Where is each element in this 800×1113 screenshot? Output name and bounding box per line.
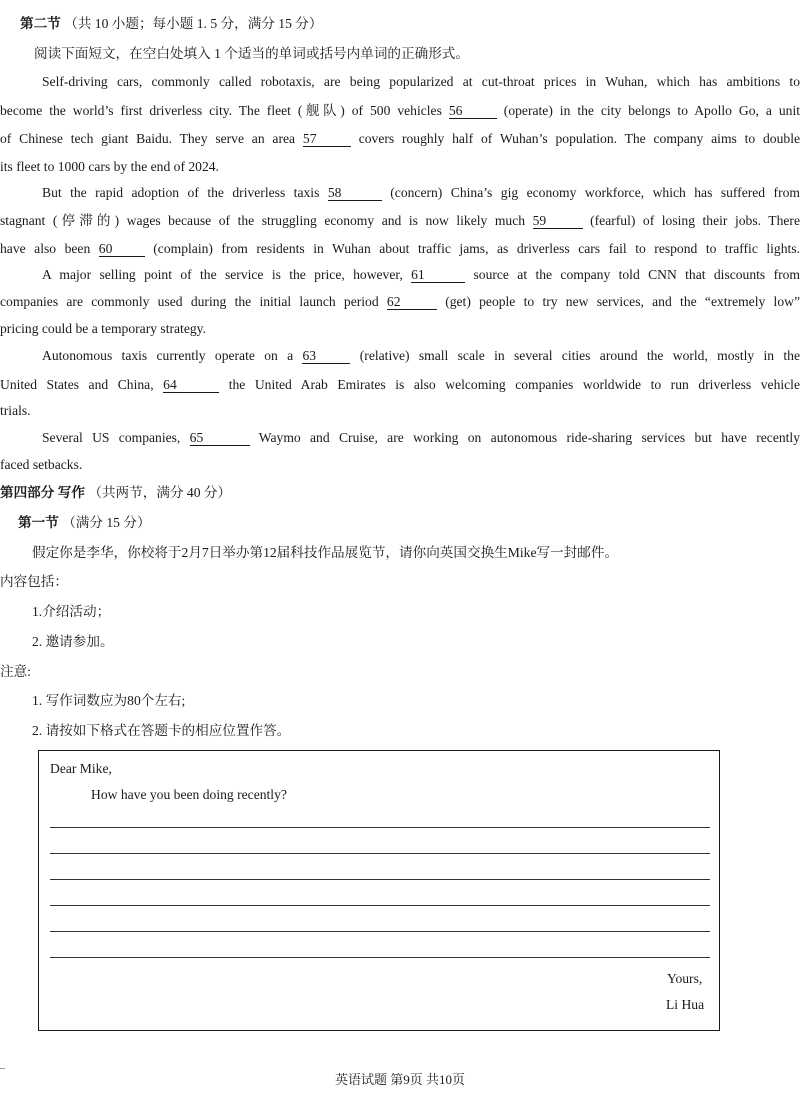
passage-line: [42, 347, 800, 365]
passage-text: (relative) small scale in several cities around the world, mostly in the: [359, 348, 800, 363]
passage-text: the United Arab Emirates is also welcoming companies worldwide to run driverless vehicle: [228, 377, 800, 392]
passage-line: Self-driving cars, commonly called robotaxis, are being popularized at cut-throat prices in Wuhan, which has ambitions to: [42, 74, 800, 89]
passage-text: become the world’s first driverless city. The fleet (舰队) of 500 vehicles: [0, 103, 442, 118]
section-title: 第二节: [20, 16, 61, 31]
blank-58[interactable]: 58: [328, 185, 382, 201]
letter-signature: Li Hua: [666, 997, 705, 1012]
passage-line: [0, 130, 800, 148]
passage-line: [42, 266, 800, 284]
passage-text: covers roughly half of Wuhan’s population. The company aims to double: [358, 131, 800, 146]
blank-65[interactable]: 65: [190, 430, 250, 446]
passage-text: United States and China,: [0, 377, 154, 392]
passage-line: trials.: [0, 403, 31, 418]
section-instruction: 阅读下面短文，在空白处填入 1 个适当的单词或括号内单词的正确形式。: [34, 46, 469, 61]
writing-prompt: 假定你是李华，你校将于2月7日举办第12届科技作品展览节，请你向英国交换生Mike写一封邮件。: [32, 545, 619, 560]
passage-line: [0, 212, 800, 230]
passage-line: pricing could be a temporary strategy.: [0, 321, 206, 336]
content-label: 内容包括：: [0, 574, 68, 589]
passage-text: (complain) from residents in Wuhan about traffic jams, as driverless cars fail to respond to traffic lights.: [153, 241, 800, 256]
subsection-scoring: （满分 15 分）: [62, 515, 151, 530]
subsection-title: 第一节: [18, 515, 59, 530]
note-label: 注意:: [0, 664, 31, 679]
passage-line: [0, 102, 800, 120]
section-header: [20, 15, 322, 33]
content-item: 2. 邀请参加。: [32, 634, 114, 649]
blank-56[interactable]: 56: [449, 103, 497, 119]
blank-61[interactable]: 61: [411, 267, 465, 283]
writing-line[interactable]: [50, 957, 710, 958]
blank-57[interactable]: 57: [303, 131, 351, 147]
passage-line: faced setbacks.: [0, 457, 83, 472]
passage-line: [0, 240, 800, 258]
blank-60[interactable]: 60: [99, 241, 145, 257]
passage-text: Autonomous taxis currently operate on a: [42, 348, 294, 363]
passage-text: (fearful) of losing their jobs. There: [590, 213, 800, 228]
passage-text: But the rapid adoption of the driverless taxis: [42, 185, 320, 200]
passage-line: [42, 429, 800, 447]
writing-line[interactable]: [50, 853, 710, 854]
passage-line: [0, 293, 800, 311]
passage-text: companies are commonly used during the initial launch period: [0, 294, 379, 309]
passage-text: A major selling point of the service is the price, however,: [42, 267, 403, 282]
writing-line[interactable]: [50, 879, 710, 880]
writing-line[interactable]: [50, 827, 710, 828]
passage-text: (operate) in the city belongs to Apollo Go, a unit: [503, 103, 800, 118]
part-title: 第四部分 写作: [0, 485, 85, 500]
note-item: 1. 写作词数应为80个左右;: [32, 693, 186, 708]
writing-line[interactable]: [50, 905, 710, 906]
passage-text: (get) people to try new services, and the “extremely low”: [445, 294, 800, 309]
passage-text: Several US companies,: [42, 430, 181, 445]
part-header: [0, 484, 231, 502]
letter-answer-box: [38, 750, 720, 1031]
passage-line: [0, 376, 800, 394]
passage-text: source at the company told CNN that discounts from: [473, 267, 800, 282]
passage-line: its fleet to 1000 cars by the end of 2024.: [0, 159, 219, 174]
passage-text: (concern) China’s gig economy workforce, which has suffered from: [390, 185, 800, 200]
passage-line: [42, 184, 800, 202]
subsection-header: [18, 514, 151, 532]
blank-59[interactable]: 59: [533, 213, 583, 229]
blank-63[interactable]: 63: [302, 348, 350, 364]
note-item: 2. 请按如下格式在答题卡的相应位置作答。: [32, 723, 291, 738]
section-scoring: （共 10 小题；每小题 1. 5 分，满分 15 分）: [64, 16, 323, 31]
letter-closing: Yours,: [667, 971, 703, 986]
writing-line[interactable]: [50, 931, 710, 932]
passage-text: have also been: [0, 241, 91, 256]
content-item: 1.介绍活动；: [32, 604, 111, 619]
passage-text: of Chinese tech giant Baidu. They serve an area: [0, 131, 296, 146]
letter-greeting: Dear Mike,: [50, 761, 112, 776]
passage-text: stagnant (停滞的) wages because of the struggling economy and is now likely much: [0, 213, 526, 228]
blank-64[interactable]: 64: [163, 377, 219, 393]
part-scoring: （共两节，满分 40 分）: [88, 485, 232, 500]
blank-62[interactable]: 62: [387, 294, 437, 310]
passage-text: Waymo and Cruise, are working on autonomous ride-sharing services but have recently: [258, 430, 800, 445]
letter-opening: How have you been doing recently?: [91, 787, 287, 802]
page-footer: 英语试题 第9页 共10页: [334, 1072, 465, 1087]
